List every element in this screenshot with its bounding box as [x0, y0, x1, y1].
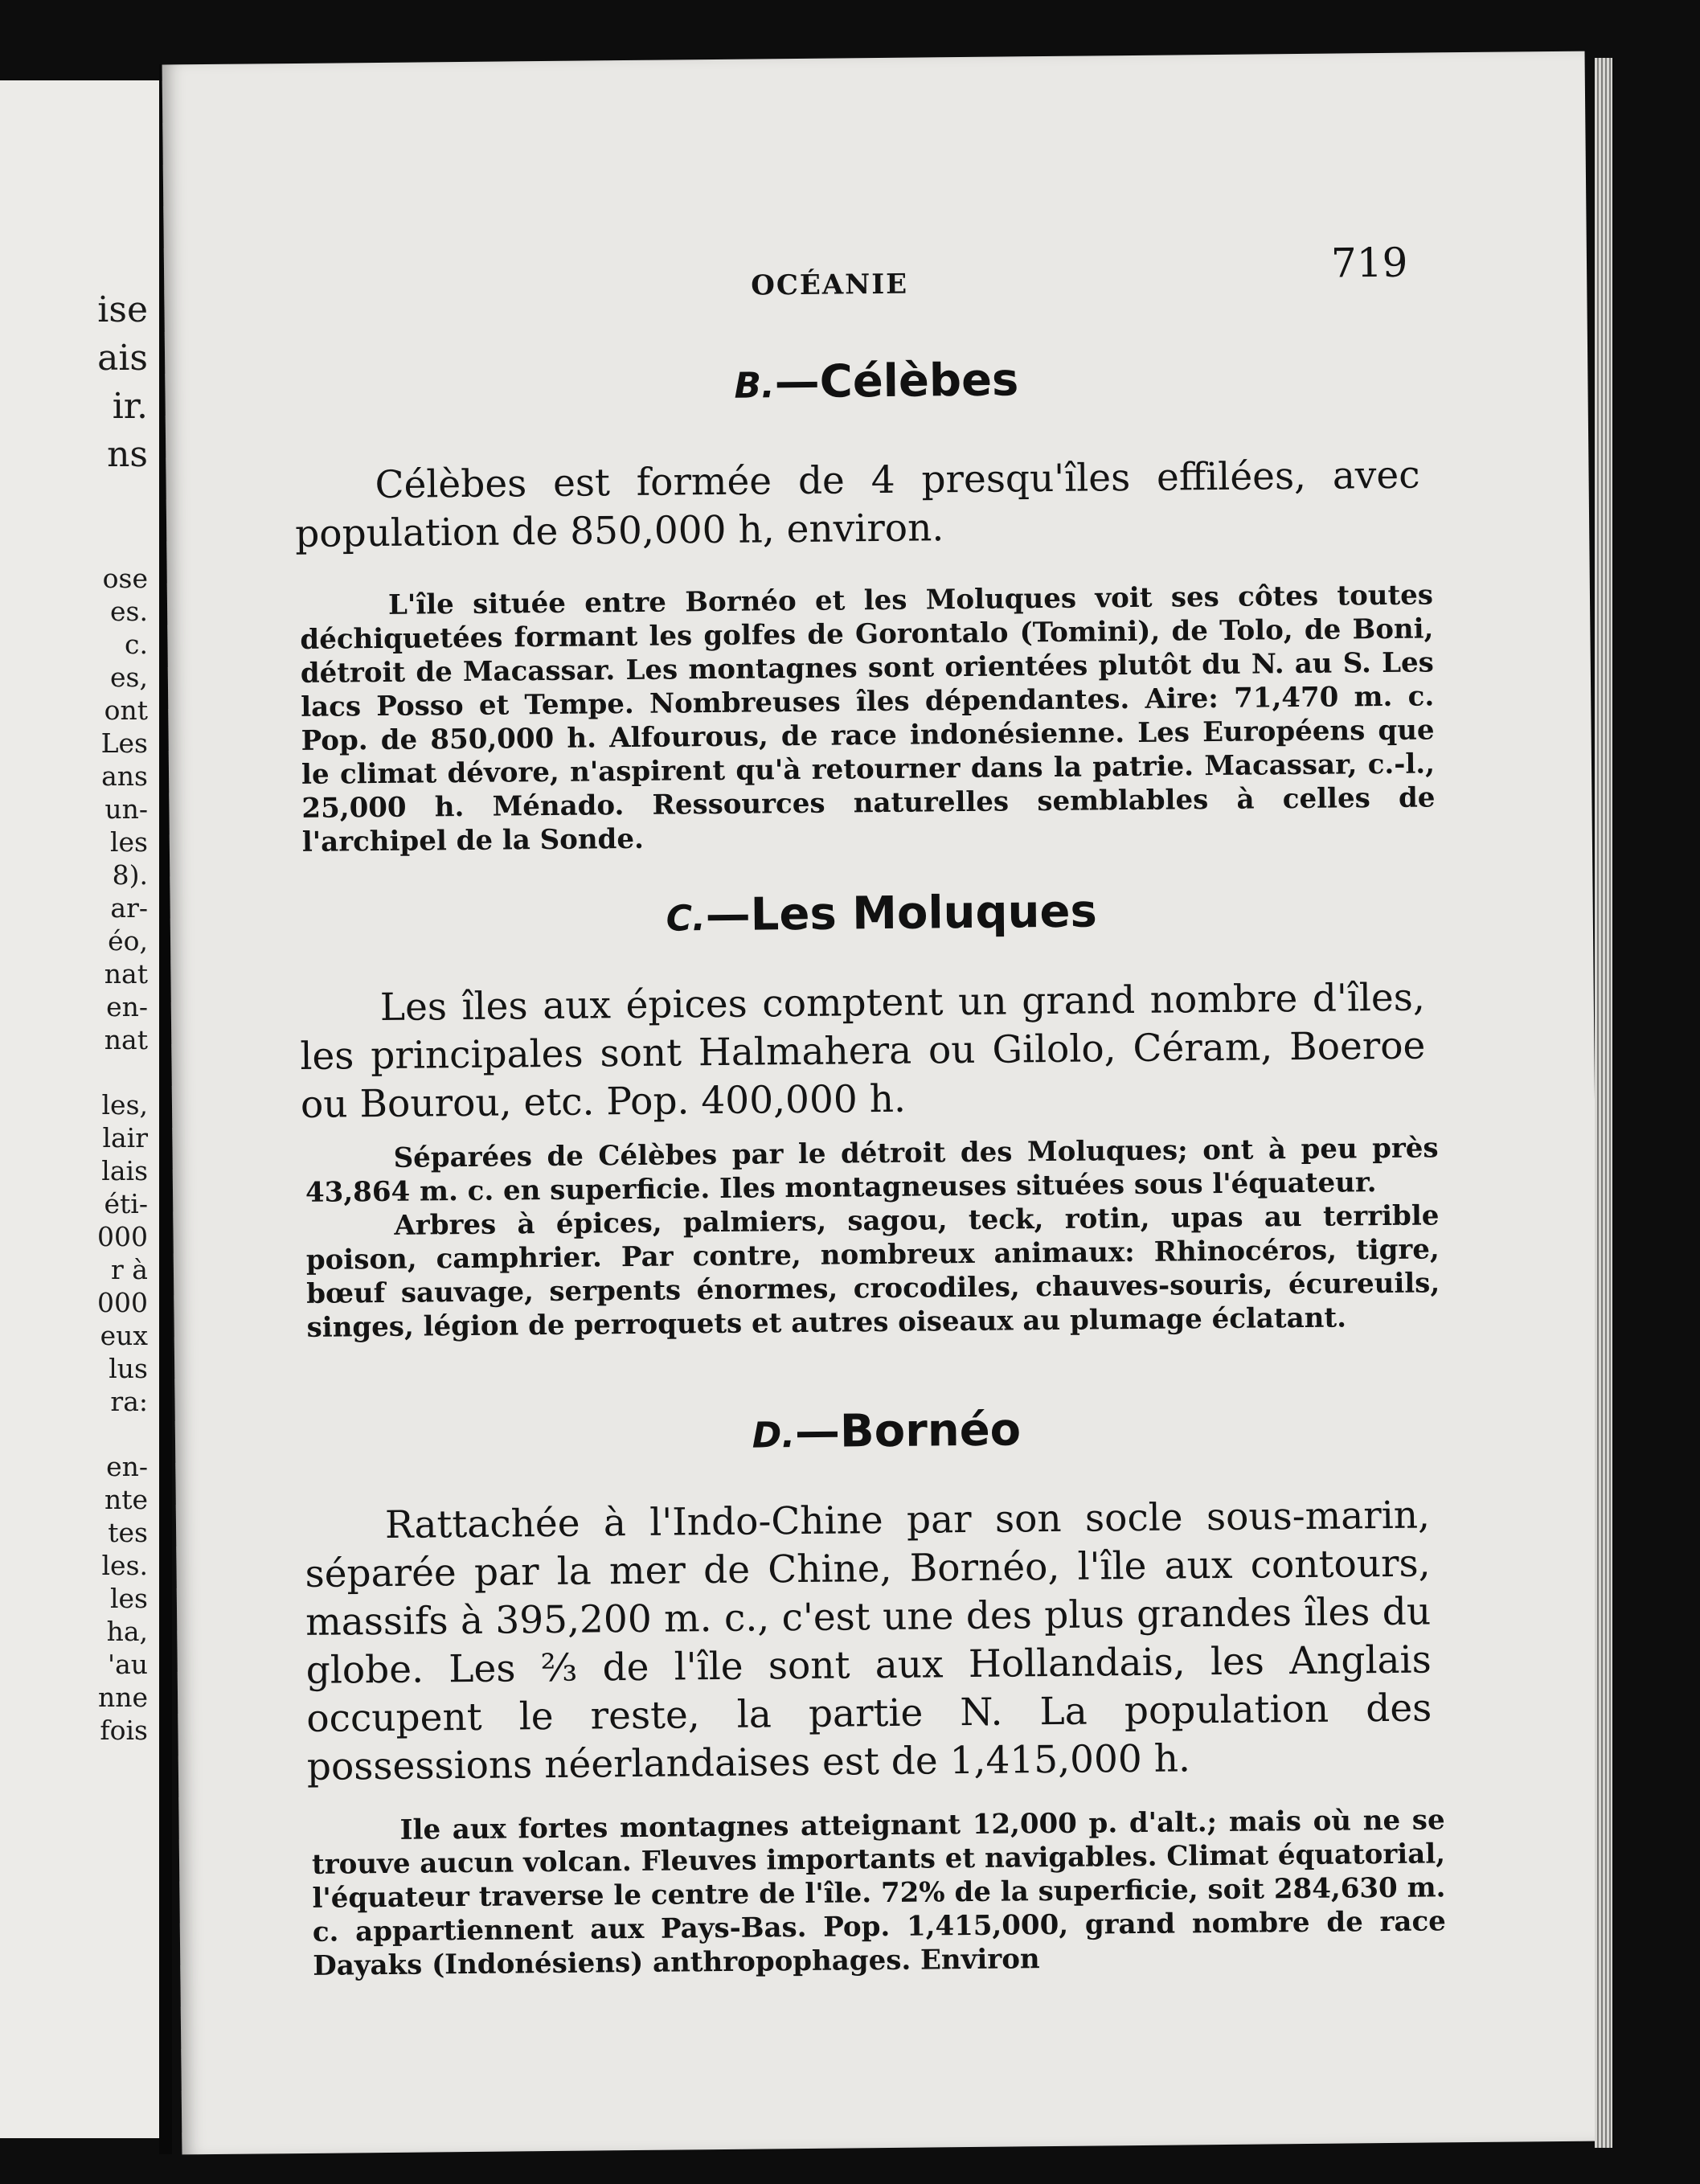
detail-paragraph: Ile aux fortes montagnes atteignant 12,000 p. d'alt.; mais où ne se trouve aucun volcan. Fleuves importants et navigables. Climat équatorial, l'équateur traverse le centre de l'île. 72% de la superficie, soit 284,630 m. c. appartiennent aux Pays-Bas. Pop. 1,415,000, grand nombre de race Dayaks (Indonésiens) anthropophages. Environ — [311, 1804, 1446, 1982]
left-page-fragment: lair — [102, 1122, 148, 1153]
left-page-fragment: ont — [104, 695, 148, 726]
section-heading-celebes: B.—Célèbes — [734, 354, 1019, 409]
left-page-fragment: nat — [104, 958, 148, 990]
left-page-fragment: eux — [100, 1320, 148, 1351]
previous-page-fragment — [0, 80, 159, 2138]
book-page — [162, 51, 1605, 2155]
left-page-fragment: les — [109, 826, 148, 858]
lead-paragraph: Rattachée à l'Indo-Chine par son socle sous-marin, séparée par la mer de Chine, Bornéo, l'île aux contours, massifs à 395,200 m. c., c'est une des plus grandes îles du globe. Les ⅔ de l'île sont aux Hollandais, les Anglais occupent le reste, la partie N. La population des possessions néerlandaises est de 1,415,000 h. — [305, 1493, 1432, 1789]
section-details-celebes — [300, 578, 1436, 859]
left-page-fragment: 'au — [108, 1649, 148, 1680]
left-page-fragment: 000 — [97, 1287, 148, 1318]
section-heading-moluques: C.—Les Moluques — [666, 885, 1098, 942]
left-page-fragment: les. — [101, 1550, 148, 1581]
left-page-fragment: ans — [101, 760, 148, 792]
left-page-fragment: ais — [97, 338, 148, 379]
section-lead-celebes — [294, 452, 1420, 559]
left-page-fragment: éti- — [104, 1188, 148, 1219]
lead-paragraph: Les îles aux épices comptent un grand nombre d'îles, les principales sont Halmahera ou Gilolo, Céram, Boeroe ou Bourou, etc. Pop. 400,000 h. — [300, 975, 1426, 1127]
running-head: OCÉANIE — [751, 268, 909, 302]
section-details-borneo — [311, 1803, 1446, 1983]
section-title: Bornéo — [839, 1403, 1022, 1458]
left-page-fragment: 000 — [97, 1221, 148, 1252]
left-page-fragment: en- — [106, 991, 148, 1022]
detail-paragraph: L'île située entre Bornéo et les Moluques voit ses côtes toutes déchiquetées formant les golfes de Gorontalo (Tomini), de Tolo, de Boni, détroit de Macassar. Les montagnes sont orientées plutôt du N. au S. Les lacs Posso et Tempe. Nombreuses îles dépendantes. Aire: 71,470 m. c. Pop. de 850,000 h. Alfourous, de race indonésienne. Les Européens que le climat dévore, n'aspirent qu'à retourner dans la patrie. Macassar, c.-l., 25,000 h. Ménado. Ressources naturelles semblables à celles de l'archipel de la Sonde. — [300, 579, 1436, 858]
page-stack-edge — [1595, 58, 1612, 2148]
left-page-fragment: es, — [110, 662, 148, 693]
section-lead-moluques — [300, 974, 1427, 1129]
left-page-fragment: ise — [97, 289, 148, 330]
section-details-moluques — [305, 1131, 1440, 1345]
left-page-fragment: lus — [109, 1353, 148, 1384]
left-page-fragment: ir. — [112, 386, 148, 427]
left-page-fragment: es. — [110, 596, 148, 627]
left-page-fragment: les — [109, 1583, 148, 1614]
left-page-fragment: nne — [97, 1682, 148, 1713]
left-page-fragment: ar- — [110, 892, 148, 924]
left-page-fragment: ns — [107, 434, 148, 475]
left-page-fragment: ha, — [106, 1616, 148, 1647]
left-page-fragment: r à — [111, 1254, 148, 1285]
section-title: Les Moluques — [750, 885, 1098, 941]
left-page-fragment: ose — [102, 563, 148, 594]
page-number: 719 — [1330, 239, 1408, 287]
section-letter: C. — [666, 898, 707, 940]
left-page-fragment: nat — [104, 1024, 148, 1055]
left-page-fragment: en- — [106, 1451, 148, 1482]
detail-paragraph: Arbres à épices, palmiers, sagou, teck, rotin, upas au terrible poison, camphrier. Par contre, nombreux animaux: Rhinocéros, tigre, bœuf sauvage, serpents énormes, crocodiles, chauves-souris, écureuils, singes, légion de perroquets et autres oiseaux au plumage éclatant. — [305, 1199, 1440, 1344]
left-page-fragment: éo, — [108, 925, 148, 957]
section-title: Célèbes — [819, 354, 1019, 408]
section-letter: B. — [734, 365, 775, 407]
section-letter: D. — [752, 1415, 796, 1457]
left-page-fragment: c. — [125, 629, 148, 660]
left-page-fragment: nte — [104, 1484, 148, 1515]
lead-paragraph: Célèbes est formée de 4 presqu'îles effilées, avec population de 850,000 h, environ. — [294, 453, 1420, 556]
left-page-fragment: 8). — [112, 859, 148, 891]
left-page-fragment: tes — [108, 1517, 148, 1548]
left-page-fragment: Les — [100, 727, 148, 759]
left-page-fragment: fois — [100, 1715, 148, 1746]
left-page-fragment: les, — [101, 1089, 148, 1121]
left-page-fragment: ra: — [110, 1386, 148, 1417]
section-lead-borneo — [305, 1491, 1432, 1791]
section-heading-borneo: D.—Bornéo — [752, 1403, 1022, 1459]
detail-paragraph: Séparées de Célèbes par le détroit des Moluques; ont à peu près 43,864 m. c. en superficie. Iles montagneuses situées sous l'équateur. — [305, 1132, 1439, 1209]
left-page-fragment: lais — [101, 1155, 148, 1186]
left-page-fragment: un- — [104, 793, 148, 825]
